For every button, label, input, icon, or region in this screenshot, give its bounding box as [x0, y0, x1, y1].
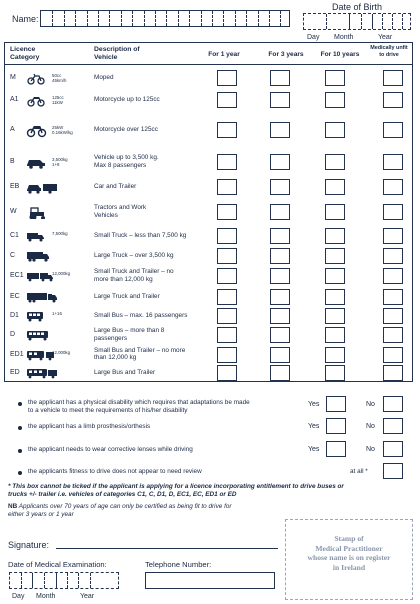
checkbox-ed-1yr[interactable]: [217, 365, 237, 381]
checkbox-c1-10yr[interactable]: [325, 228, 345, 244]
checkbox-b-1yr[interactable]: [217, 154, 237, 170]
large-bus-trailer-icon: [26, 367, 60, 385]
checkbox-a-1yr[interactable]: [217, 122, 237, 138]
category-code-b: B: [10, 158, 15, 165]
category-description-d: Large Bus – more than 8 passengers: [94, 327, 165, 342]
checkbox-ed1-unfit[interactable]: [383, 347, 403, 363]
category-spec-a1: 125cc 11kW: [52, 95, 64, 105]
category-code-ec1: EC1: [10, 272, 24, 279]
checkbox-b-unfit[interactable]: [383, 154, 403, 170]
checkbox-a1-10yr[interactable]: [325, 92, 345, 108]
name-field-cell-divider: [223, 11, 224, 26]
prosthesis-yes-checkbox[interactable]: [326, 418, 346, 434]
name-field-cell-divider: [64, 11, 65, 26]
name-field-cell-divider: [269, 11, 270, 26]
checkbox-d1-unfit[interactable]: [383, 308, 403, 324]
category-code-c1: C1: [10, 232, 19, 239]
telephone-label: Telephone Number:: [145, 560, 212, 569]
name-label: Name:: [12, 14, 39, 24]
checkbox-a1-1yr[interactable]: [217, 92, 237, 108]
category-code-d1: D1: [10, 312, 19, 319]
name-field-cell-divider: [98, 11, 99, 26]
name-field-cell-divider: [166, 11, 167, 26]
checkbox-ec1-unfit[interactable]: [383, 268, 403, 284]
large-bus-icon: [26, 329, 60, 347]
lenses-yes-checkbox[interactable]: [326, 441, 346, 457]
checkbox-c-3yr[interactable]: [270, 248, 290, 264]
checkbox-c1-3yr[interactable]: [270, 228, 290, 244]
checkbox-w-unfit[interactable]: [383, 204, 403, 220]
category-description-a1: Motorcycle up to 125cc: [94, 96, 160, 104]
lenses-no-checkbox[interactable]: [383, 441, 403, 457]
checkbox-a-3yr[interactable]: [270, 122, 290, 138]
checkbox-c-10yr[interactable]: [325, 248, 345, 264]
car-trailer-icon: [26, 181, 60, 199]
telephone-field[interactable]: [145, 572, 275, 589]
exam-day-label: Day: [12, 593, 25, 600]
col-3yr-header: For 3 years: [268, 51, 304, 58]
dob-field[interactable]: [303, 13, 411, 30]
checkbox-eb-unfit[interactable]: [383, 179, 403, 195]
condition-prosthesis: the applicant has a limb prosthesis/orthesis: [28, 423, 151, 430]
checkbox-a-unfit[interactable]: [383, 122, 403, 138]
lenses-yes-label: Yes: [308, 446, 320, 453]
name-field-cell-divider: [155, 11, 156, 26]
footnote: * This box cannot be ticked if the applicant is applying for a licence incorporating entitlement to drive buses or trucks +/- trailer i.e. vehicles of categories C1, C, D1, D, EC1, EC, ED1 or ED: [8, 483, 344, 498]
category-description-ec1: Small Truck and Trailer – no more than 12,000 kg: [94, 268, 174, 283]
category-code-d: D: [10, 331, 16, 338]
condition-lenses: the applicant needs to wear corrective lenses while driving: [28, 446, 193, 453]
checkbox-ed1-3yr[interactable]: [270, 347, 290, 363]
name-field-cell-divider: [87, 11, 88, 26]
category-description-d1: Small Bus – max. 16 passengers: [94, 312, 188, 320]
bullet-2: [18, 426, 22, 430]
checkbox-m-10yr[interactable]: [325, 70, 345, 86]
category-code-a: A: [10, 126, 15, 133]
name-field-cell-divider: [246, 11, 247, 26]
bullet-1: [18, 402, 22, 406]
signature-label: Signature:: [8, 540, 50, 550]
checkbox-eb-10yr[interactable]: [325, 179, 345, 195]
category-spec-ed1: 12,000kg: [52, 349, 71, 355]
checkbox-w-10yr[interactable]: [325, 204, 345, 220]
category-description-ec: Large Truck and Trailer: [94, 292, 160, 300]
exam-date-label: Date of Medical Examination:: [8, 560, 107, 569]
nb-label: NB: [8, 503, 18, 510]
category-description-c1: Small Truck – less than 7,500 kg: [94, 232, 187, 240]
category-code-a1: A1: [10, 96, 19, 103]
category-spec-m: 50cc 45km/h: [52, 73, 67, 83]
no-review-checkbox[interactable]: [383, 463, 403, 479]
name-field-cell-divider: [258, 11, 259, 26]
disability-yes-checkbox[interactable]: [326, 396, 346, 412]
name-field-cell-divider: [75, 11, 76, 26]
checkbox-ed1-1yr[interactable]: [217, 347, 237, 363]
category-spec-d1: 1+16: [52, 311, 62, 316]
checkbox-ed-3yr[interactable]: [270, 365, 290, 381]
checkbox-ed-unfit[interactable]: [383, 365, 403, 381]
checkbox-m-1yr[interactable]: [217, 70, 237, 86]
bullet-3: [18, 449, 22, 453]
category-code-ed: ED: [10, 369, 20, 376]
exam-month-label: Month: [36, 593, 56, 600]
disability-no-label: No: [366, 401, 375, 408]
name-field[interactable]: [40, 10, 290, 27]
category-code-ed1: ED1: [10, 350, 24, 358]
checkbox-ec1-1yr[interactable]: [217, 268, 237, 284]
col-unfit-header: Medically unfit to drive: [370, 45, 408, 58]
checkbox-ec-3yr[interactable]: [270, 289, 290, 305]
signature-line[interactable]: [56, 548, 278, 549]
checkbox-d1-3yr[interactable]: [270, 308, 290, 324]
category-description-ed1: Small Bus and Trailer – no more than 12,000 kg: [94, 346, 186, 362]
checkbox-c1-unfit[interactable]: [383, 228, 403, 244]
prosthesis-no-label: No: [366, 423, 375, 430]
category-description-b: Vehicle up to 3,500 kg. Max 8 passengers: [94, 154, 159, 169]
exam-date-field[interactable]: [9, 572, 119, 589]
checkbox-c-1yr[interactable]: [217, 248, 237, 264]
checkbox-d-3yr[interactable]: [270, 327, 290, 343]
name-field-cell-divider: [235, 11, 236, 26]
name-field-cell-divider: [144, 11, 145, 26]
name-field-cell-divider: [201, 11, 202, 26]
condition-disability: the applicant has a physical disability which requires that adaptations be made to a vehicle to meet the requirements of his/her disability: [28, 399, 250, 414]
category-description-m: Moped: [94, 74, 114, 82]
dob-day-label: Day: [307, 34, 320, 41]
nb-note: [8, 503, 338, 519]
category-table: [4, 42, 413, 382]
nb-text: Applicants over 70 years of age can only be certified as being fit to drive for either 3 years or 1 year: [8, 503, 232, 518]
name-field-cell-divider: [132, 11, 133, 26]
col-1yr-header: For 1 year: [208, 51, 240, 58]
category-code-ec: EC: [10, 292, 20, 300]
checkbox-d-1yr[interactable]: [217, 327, 237, 343]
checkbox-c-unfit[interactable]: [383, 248, 403, 264]
checkbox-ec-1yr[interactable]: [217, 289, 237, 305]
checkbox-w-1yr[interactable]: [217, 204, 237, 220]
checkbox-b-10yr[interactable]: [325, 154, 345, 170]
category-code-m: M: [10, 74, 16, 81]
no-review-at-all-label: at all *: [350, 468, 368, 475]
checkbox-eb-1yr[interactable]: [217, 179, 237, 195]
large-truck-icon: [26, 250, 60, 268]
checkbox-w-3yr[interactable]: [270, 204, 290, 220]
col-description-header: Description of Vehicle: [94, 46, 140, 61]
checkbox-d-10yr[interactable]: [325, 327, 345, 343]
table-header-divider: [4, 64, 413, 65]
bullet-4: [18, 471, 22, 475]
name-field-cell-divider: [189, 11, 190, 26]
name-field-cell-divider: [109, 11, 110, 26]
name-field-cell-divider: [178, 11, 179, 26]
category-spec-c1: 7,500kg: [52, 231, 68, 236]
condition-no-review: the applicants fitness to drive does not appear to need review: [28, 468, 202, 475]
col-category-header: Licence Category: [10, 46, 40, 61]
checkbox-ec1-3yr[interactable]: [270, 268, 290, 284]
category-description-ed: Large Bus and Trailer: [94, 369, 156, 377]
category-code-eb: EB: [10, 183, 20, 190]
disability-no-checkbox[interactable]: [383, 396, 403, 412]
name-field-cell-divider: [280, 11, 281, 26]
dob-title: Date of Birth: [332, 2, 383, 12]
category-code-w: W: [10, 208, 17, 215]
checkbox-ec-10yr[interactable]: [325, 289, 345, 305]
col-10yr-header: For 10 years: [320, 51, 360, 58]
checkbox-m-3yr[interactable]: [270, 70, 290, 86]
checkbox-ec-unfit[interactable]: [383, 289, 403, 305]
checkbox-ed-10yr[interactable]: [325, 365, 345, 381]
checkbox-a-10yr[interactable]: [325, 122, 345, 138]
prosthesis-yes-label: Yes: [308, 423, 320, 430]
large-truck-trailer-icon: [26, 291, 60, 309]
checkbox-eb-3yr[interactable]: [270, 179, 290, 195]
prosthesis-no-checkbox[interactable]: [383, 418, 403, 434]
checkbox-ec1-10yr[interactable]: [325, 268, 345, 284]
checkbox-ed1-10yr[interactable]: [325, 347, 345, 363]
category-description-w: Tractors and Work Vehicles: [94, 204, 147, 219]
lenses-no-label: No: [366, 446, 375, 453]
category-spec-b: 3,500kg 1+8: [52, 157, 68, 167]
category-description-eb: Car and Trailer: [94, 183, 137, 191]
checkbox-c1-1yr[interactable]: [217, 228, 237, 244]
dob-year-label: Year: [378, 34, 393, 41]
category-description-a: Motorcycle over 125cc: [94, 126, 158, 134]
stamp-text: Stamp of Medical Practitioner whose name is on register in Ireland: [307, 534, 391, 572]
name-field-cell-divider: [212, 11, 213, 26]
category-spec-ec1: 12,000kg: [52, 271, 71, 276]
checkbox-d1-1yr[interactable]: [217, 308, 237, 324]
dob-month-label: Month: [334, 34, 354, 41]
checkbox-d1-10yr[interactable]: [325, 308, 345, 324]
exam-year-label: Year: [80, 593, 95, 600]
category-code-c: C: [10, 252, 16, 259]
category-description-c: Large Truck – over 3,500 kg: [94, 252, 174, 260]
checkbox-a1-3yr[interactable]: [270, 92, 290, 108]
tractor-icon: [26, 206, 60, 224]
disability-yes-label: Yes: [308, 401, 320, 408]
checkbox-d-unfit[interactable]: [383, 327, 403, 343]
checkbox-b-3yr[interactable]: [270, 154, 290, 170]
name-field-cell-divider: [52, 11, 53, 26]
checkbox-m-unfit[interactable]: [383, 70, 403, 86]
checkbox-a1-unfit[interactable]: [383, 92, 403, 108]
category-spec-a: 25kW 0.16kW/kg: [52, 125, 73, 135]
name-field-cell-divider: [121, 11, 122, 26]
